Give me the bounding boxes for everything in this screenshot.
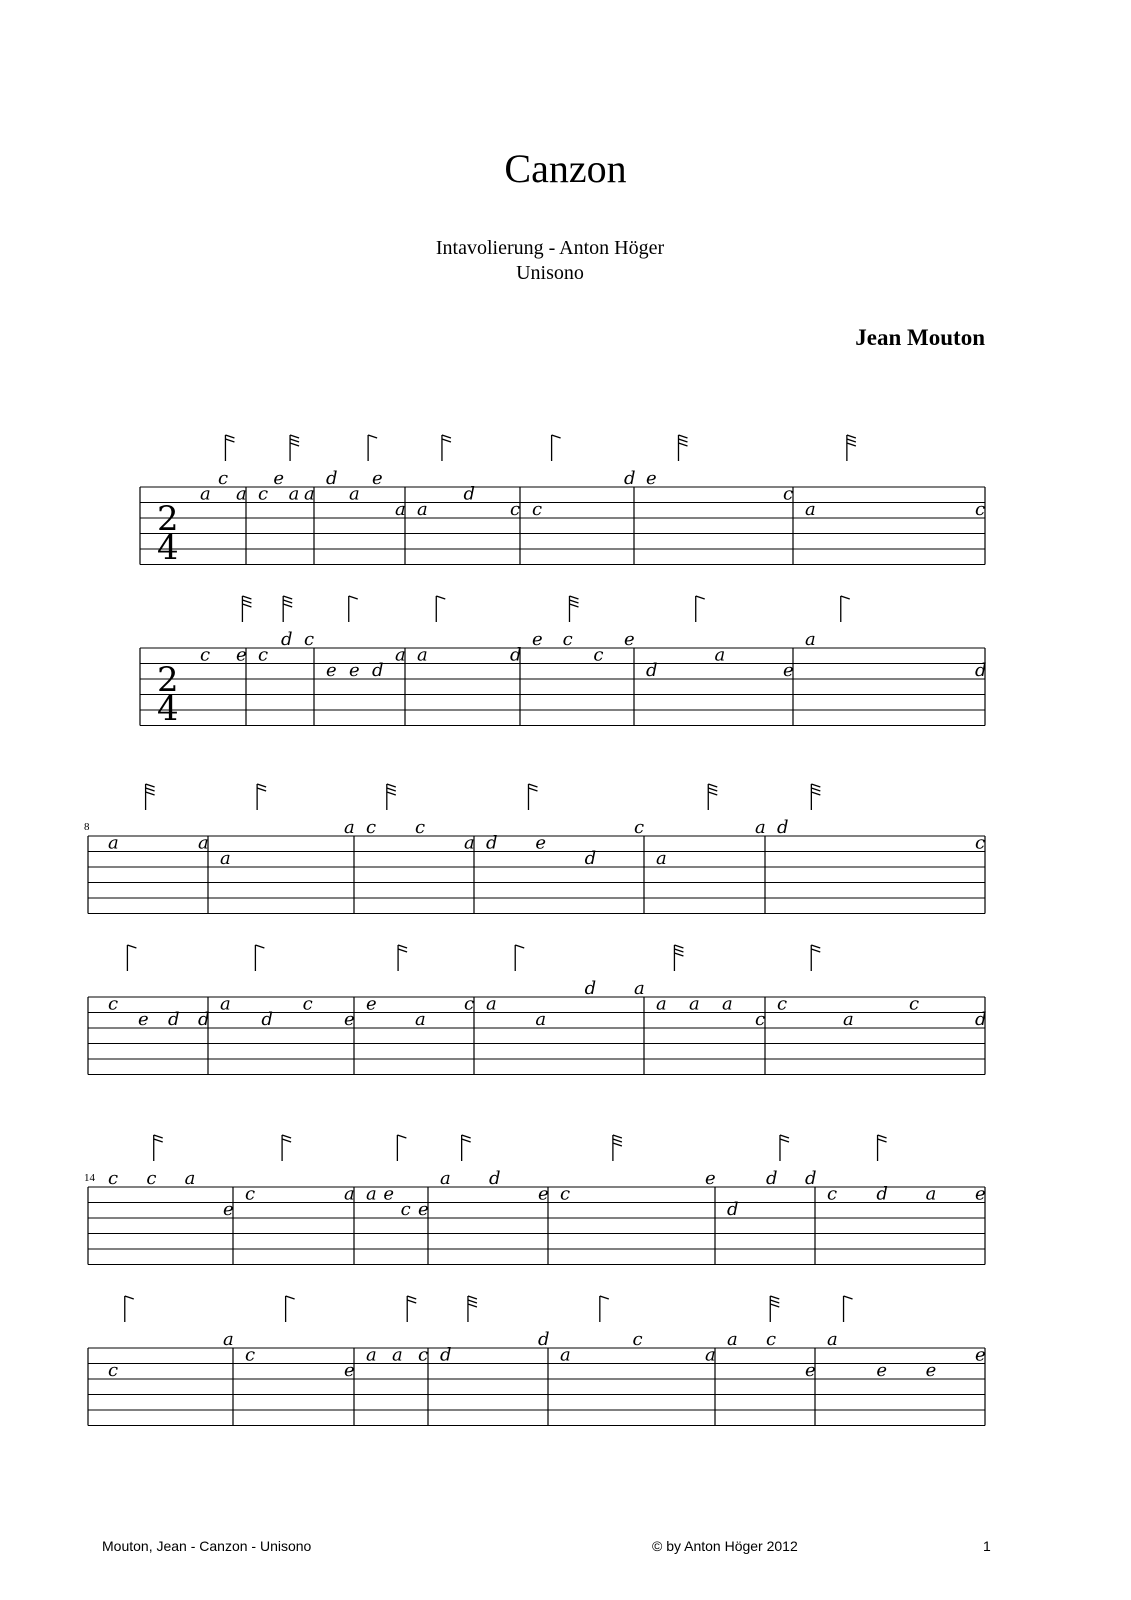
tab-letter: a (304, 483, 315, 505)
rhythm-flag (468, 1296, 477, 1299)
rhythm-flag (844, 1296, 853, 1299)
tab-letter: e (532, 629, 543, 650)
tab-letter: a (395, 644, 406, 666)
piece-title: Canzon (504, 146, 627, 191)
tab-letter: a (392, 1344, 403, 1366)
tab-letter: a (236, 483, 247, 505)
tab-letter: c (909, 993, 920, 1015)
tab-letter: a (714, 644, 726, 666)
tab-letter: e (975, 1183, 986, 1205)
tab-letter: e (326, 660, 337, 681)
footer-copyright: © by Anton Höger 2012 (652, 1538, 798, 1554)
tab-letter: a (366, 1344, 377, 1366)
tab-letter: d (440, 1344, 452, 1366)
tab-letter: c (400, 1199, 411, 1220)
rhythm-flag (708, 784, 717, 787)
rhythm-flag (674, 953, 683, 956)
rhythm-flag (528, 784, 537, 787)
tab-letter: a (366, 1183, 377, 1205)
tab-letter: d (805, 1168, 817, 1189)
tab-letter: e (418, 1199, 429, 1220)
rhythm-flag (407, 1296, 416, 1299)
tab-letter: c (366, 817, 377, 838)
rhythm-flag (468, 1300, 477, 1303)
tab-letter: a (108, 832, 119, 854)
time-signature-bottom: 4 (157, 528, 179, 568)
tab-letter: d (766, 1168, 778, 1189)
rhythm-flag (569, 600, 578, 603)
tab-letter: e (366, 993, 377, 1015)
tab-letter: a (722, 993, 733, 1015)
tab-letter: d (777, 817, 789, 838)
tab-letter: a (220, 993, 231, 1015)
tab-letter: d (975, 1009, 987, 1030)
tab-letter: a (925, 1183, 937, 1205)
tab-letter: d (876, 1183, 888, 1205)
rhythm-flag (528, 788, 537, 791)
tab-letter: d (463, 483, 476, 505)
rhythm-flag (225, 439, 234, 442)
rhythm-flag (552, 435, 561, 438)
rhythm-flag (387, 792, 396, 795)
tab-letter: a (755, 817, 766, 838)
rhythm-flag (569, 604, 578, 607)
tab-letter: d (727, 1199, 739, 1220)
tab-letter: c (302, 993, 313, 1015)
rhythm-flag (678, 435, 687, 438)
rhythm-flag (290, 435, 299, 438)
rhythm-flag (811, 792, 820, 795)
rhythm-flag (674, 945, 683, 948)
tab-letter: c (108, 1168, 119, 1189)
rhythm-flag (847, 435, 856, 438)
tab-letter: c (245, 1183, 256, 1205)
tab-letter: a (805, 499, 816, 520)
tab-letter: c (755, 1009, 766, 1030)
rhythm-flag (387, 788, 396, 791)
tab-letter: e (925, 1360, 937, 1381)
page-number: 1 (983, 1538, 991, 1554)
tab-letter: a (634, 978, 645, 999)
tab-letter: c (418, 1344, 429, 1366)
rhythm-flag (257, 788, 266, 791)
tab-letter: e (805, 1360, 816, 1381)
tab-letter: a (827, 1329, 838, 1350)
rhythm-flag (407, 1300, 416, 1303)
rhythm-flag (225, 435, 234, 438)
tab-letter: e (372, 468, 383, 489)
time-signature-top: 2 (157, 499, 179, 539)
rhythm-flag (770, 1300, 779, 1303)
tab-letter: c (783, 483, 794, 505)
rhythm-flag (154, 1135, 163, 1138)
arrangement-credit: Intavolierung - Anton Höger (435, 237, 665, 259)
tab-letter: c (827, 1183, 838, 1205)
rhythm-flag (242, 604, 251, 607)
rhythm-flag (242, 596, 251, 599)
composer-name: Jean Mouton (855, 325, 985, 350)
tab-letter: e (344, 1360, 355, 1381)
rhythm-flag (811, 788, 820, 791)
tab-letter: e (383, 1183, 394, 1205)
tab-letter: e (538, 1183, 549, 1205)
rhythm-flag (515, 945, 524, 948)
tab-letter: d (372, 660, 384, 681)
rhythm-flag (847, 443, 856, 446)
time-signature-top: 2 (157, 660, 179, 700)
rhythm-flag (290, 443, 299, 446)
rhythm-flag (146, 792, 155, 795)
rhythm-flag (290, 439, 299, 442)
rhythm-flag (349, 596, 358, 599)
tab-letter: d (584, 848, 597, 869)
tab-letter: d (510, 644, 522, 666)
rhythm-flag (847, 439, 856, 442)
rhythm-flag (286, 1296, 295, 1299)
tab-letter: e (705, 1168, 716, 1189)
tab-letter: e (138, 1009, 149, 1030)
rhythm-flag (442, 435, 451, 438)
tab-letter: a (656, 848, 667, 869)
tab-letter: e (236, 644, 247, 666)
rhythm-flag (462, 1135, 471, 1138)
tab-letter: c (975, 499, 986, 520)
tab-letter: a (198, 832, 209, 854)
rhythm-flag (283, 596, 292, 599)
tab-letter: e (624, 629, 635, 650)
tab-letter: c (200, 644, 211, 666)
rhythm-flag (811, 945, 820, 948)
tab-letter: d (486, 832, 498, 854)
rhythm-flag (442, 439, 451, 442)
rhythm-flag (436, 596, 445, 599)
tab-letter: c (562, 629, 573, 650)
tab-letter: e (223, 1199, 234, 1220)
ensemble-type: Unisono (516, 262, 584, 284)
tab-letter: d (168, 1009, 180, 1030)
tab-letter: c (777, 993, 788, 1015)
tab-letter: c (464, 993, 475, 1015)
rhythm-flag (146, 788, 155, 791)
tab-letter: c (593, 644, 604, 666)
rhythm-flag (674, 949, 683, 952)
tab-letter: d (624, 468, 636, 489)
rhythm-flag (282, 1135, 291, 1138)
tab-letter: c (108, 1360, 119, 1381)
rhythm-flag (154, 1139, 163, 1142)
tab-letter: a (689, 993, 700, 1015)
tab-letter: e (646, 468, 657, 489)
rhythm-flag (841, 596, 850, 599)
rhythm-flag (282, 1139, 291, 1142)
rhythm-flag (255, 945, 264, 948)
rhythm-flag (770, 1304, 779, 1307)
tab-letter: a (395, 499, 406, 520)
tab-letter: a (417, 499, 428, 520)
tab-letter: d (261, 1009, 273, 1030)
tab-letter: c (975, 832, 986, 854)
rhythm-flag (127, 945, 136, 948)
rhythm-flag (613, 1143, 622, 1146)
rhythm-flag (569, 596, 578, 599)
rhythm-flag (613, 1139, 622, 1142)
rhythm-flag (770, 1296, 779, 1299)
tab-letter: e (783, 660, 794, 681)
measure-number: 8 (84, 821, 90, 833)
tab-letter: a (805, 629, 816, 650)
tab-letter: a (535, 1009, 547, 1030)
rhythm-flag (811, 949, 820, 952)
tab-letter: a (415, 1009, 426, 1030)
tab-letter: c (634, 817, 645, 838)
rhythm-flag (878, 1139, 887, 1142)
footer-piece-info: Mouton, Jean - Canzon - Unisono (102, 1538, 312, 1554)
tab-letter: a (656, 993, 667, 1015)
rhythm-flag (780, 1135, 789, 1138)
measure-number: 14 (84, 1172, 95, 1184)
tab-letter: a (344, 1183, 355, 1205)
rhythm-flag (780, 1139, 789, 1142)
tab-letter: d (646, 660, 658, 681)
tab-letter: a (560, 1344, 571, 1366)
rhythm-flag (613, 1135, 622, 1138)
tab-letter: c (560, 1183, 571, 1205)
rhythm-flag (283, 604, 292, 607)
tab-letter: c (510, 499, 521, 520)
tab-letter: a (223, 1329, 234, 1350)
tab-letter: e (535, 832, 546, 854)
tab-letter: a (349, 483, 360, 505)
tab-letter: d (584, 978, 597, 999)
rhythm-flag (600, 1296, 609, 1299)
tab-letter: c (218, 468, 229, 489)
tab-letter: a (727, 1329, 738, 1350)
tab-letter: c (766, 1329, 777, 1350)
tab-letter: a (486, 993, 497, 1015)
rhythm-flag (368, 435, 377, 438)
tab-letter: d (538, 1329, 550, 1350)
tab-letter: c (146, 1168, 157, 1189)
tab-letter: a (288, 483, 300, 505)
rhythm-flag (678, 443, 687, 446)
tab-letter: a (344, 817, 355, 838)
tab-letter: a (843, 1009, 854, 1030)
tab-letter: e (273, 468, 284, 489)
rhythm-flag (398, 945, 407, 948)
rhythm-flag (387, 784, 396, 787)
rhythm-flag (878, 1135, 887, 1138)
tab-letter: a (184, 1168, 196, 1189)
tab-letter: c (532, 499, 543, 520)
tab-letter: c (304, 629, 315, 650)
tab-letter: c (415, 817, 426, 838)
rhythm-flag (242, 600, 251, 603)
tab-letter: c (632, 1329, 643, 1350)
rhythm-flag (462, 1139, 471, 1142)
rhythm-flag (678, 439, 687, 442)
tab-letter: c (258, 644, 269, 666)
tab-letter: d (281, 629, 293, 650)
rhythm-flag (257, 784, 266, 787)
rhythm-flag (708, 792, 717, 795)
tab-letter: e (975, 1344, 986, 1366)
tab-letter: c (258, 483, 269, 505)
rhythm-flag (397, 1135, 406, 1138)
tab-letter: a (440, 1168, 451, 1189)
time-signature-bottom: 4 (157, 689, 179, 729)
rhythm-flag (125, 1296, 134, 1299)
rhythm-flag (398, 949, 407, 952)
tab-letter: e (344, 1009, 355, 1030)
tab-letter: a (200, 483, 211, 505)
tab-letter: d (975, 660, 987, 681)
rhythm-flag (811, 784, 820, 787)
rhythm-flag (468, 1304, 477, 1307)
tab-letter: a (705, 1344, 716, 1366)
rhythm-flag (696, 596, 705, 599)
tab-letter: a (464, 832, 475, 854)
tab-letter: e (349, 660, 360, 681)
rhythm-flag (283, 600, 292, 603)
tab-letter: c (108, 993, 119, 1015)
tab-letter: a (220, 848, 231, 869)
tab-letter: d (489, 1168, 501, 1189)
tab-letter: d (198, 1009, 210, 1030)
tab-letter: c (245, 1344, 256, 1366)
tab-letter: d (326, 468, 338, 489)
tab-letter: a (417, 644, 428, 666)
rhythm-flag (708, 788, 717, 791)
tab-letter: e (876, 1360, 887, 1381)
rhythm-flag (146, 784, 155, 787)
